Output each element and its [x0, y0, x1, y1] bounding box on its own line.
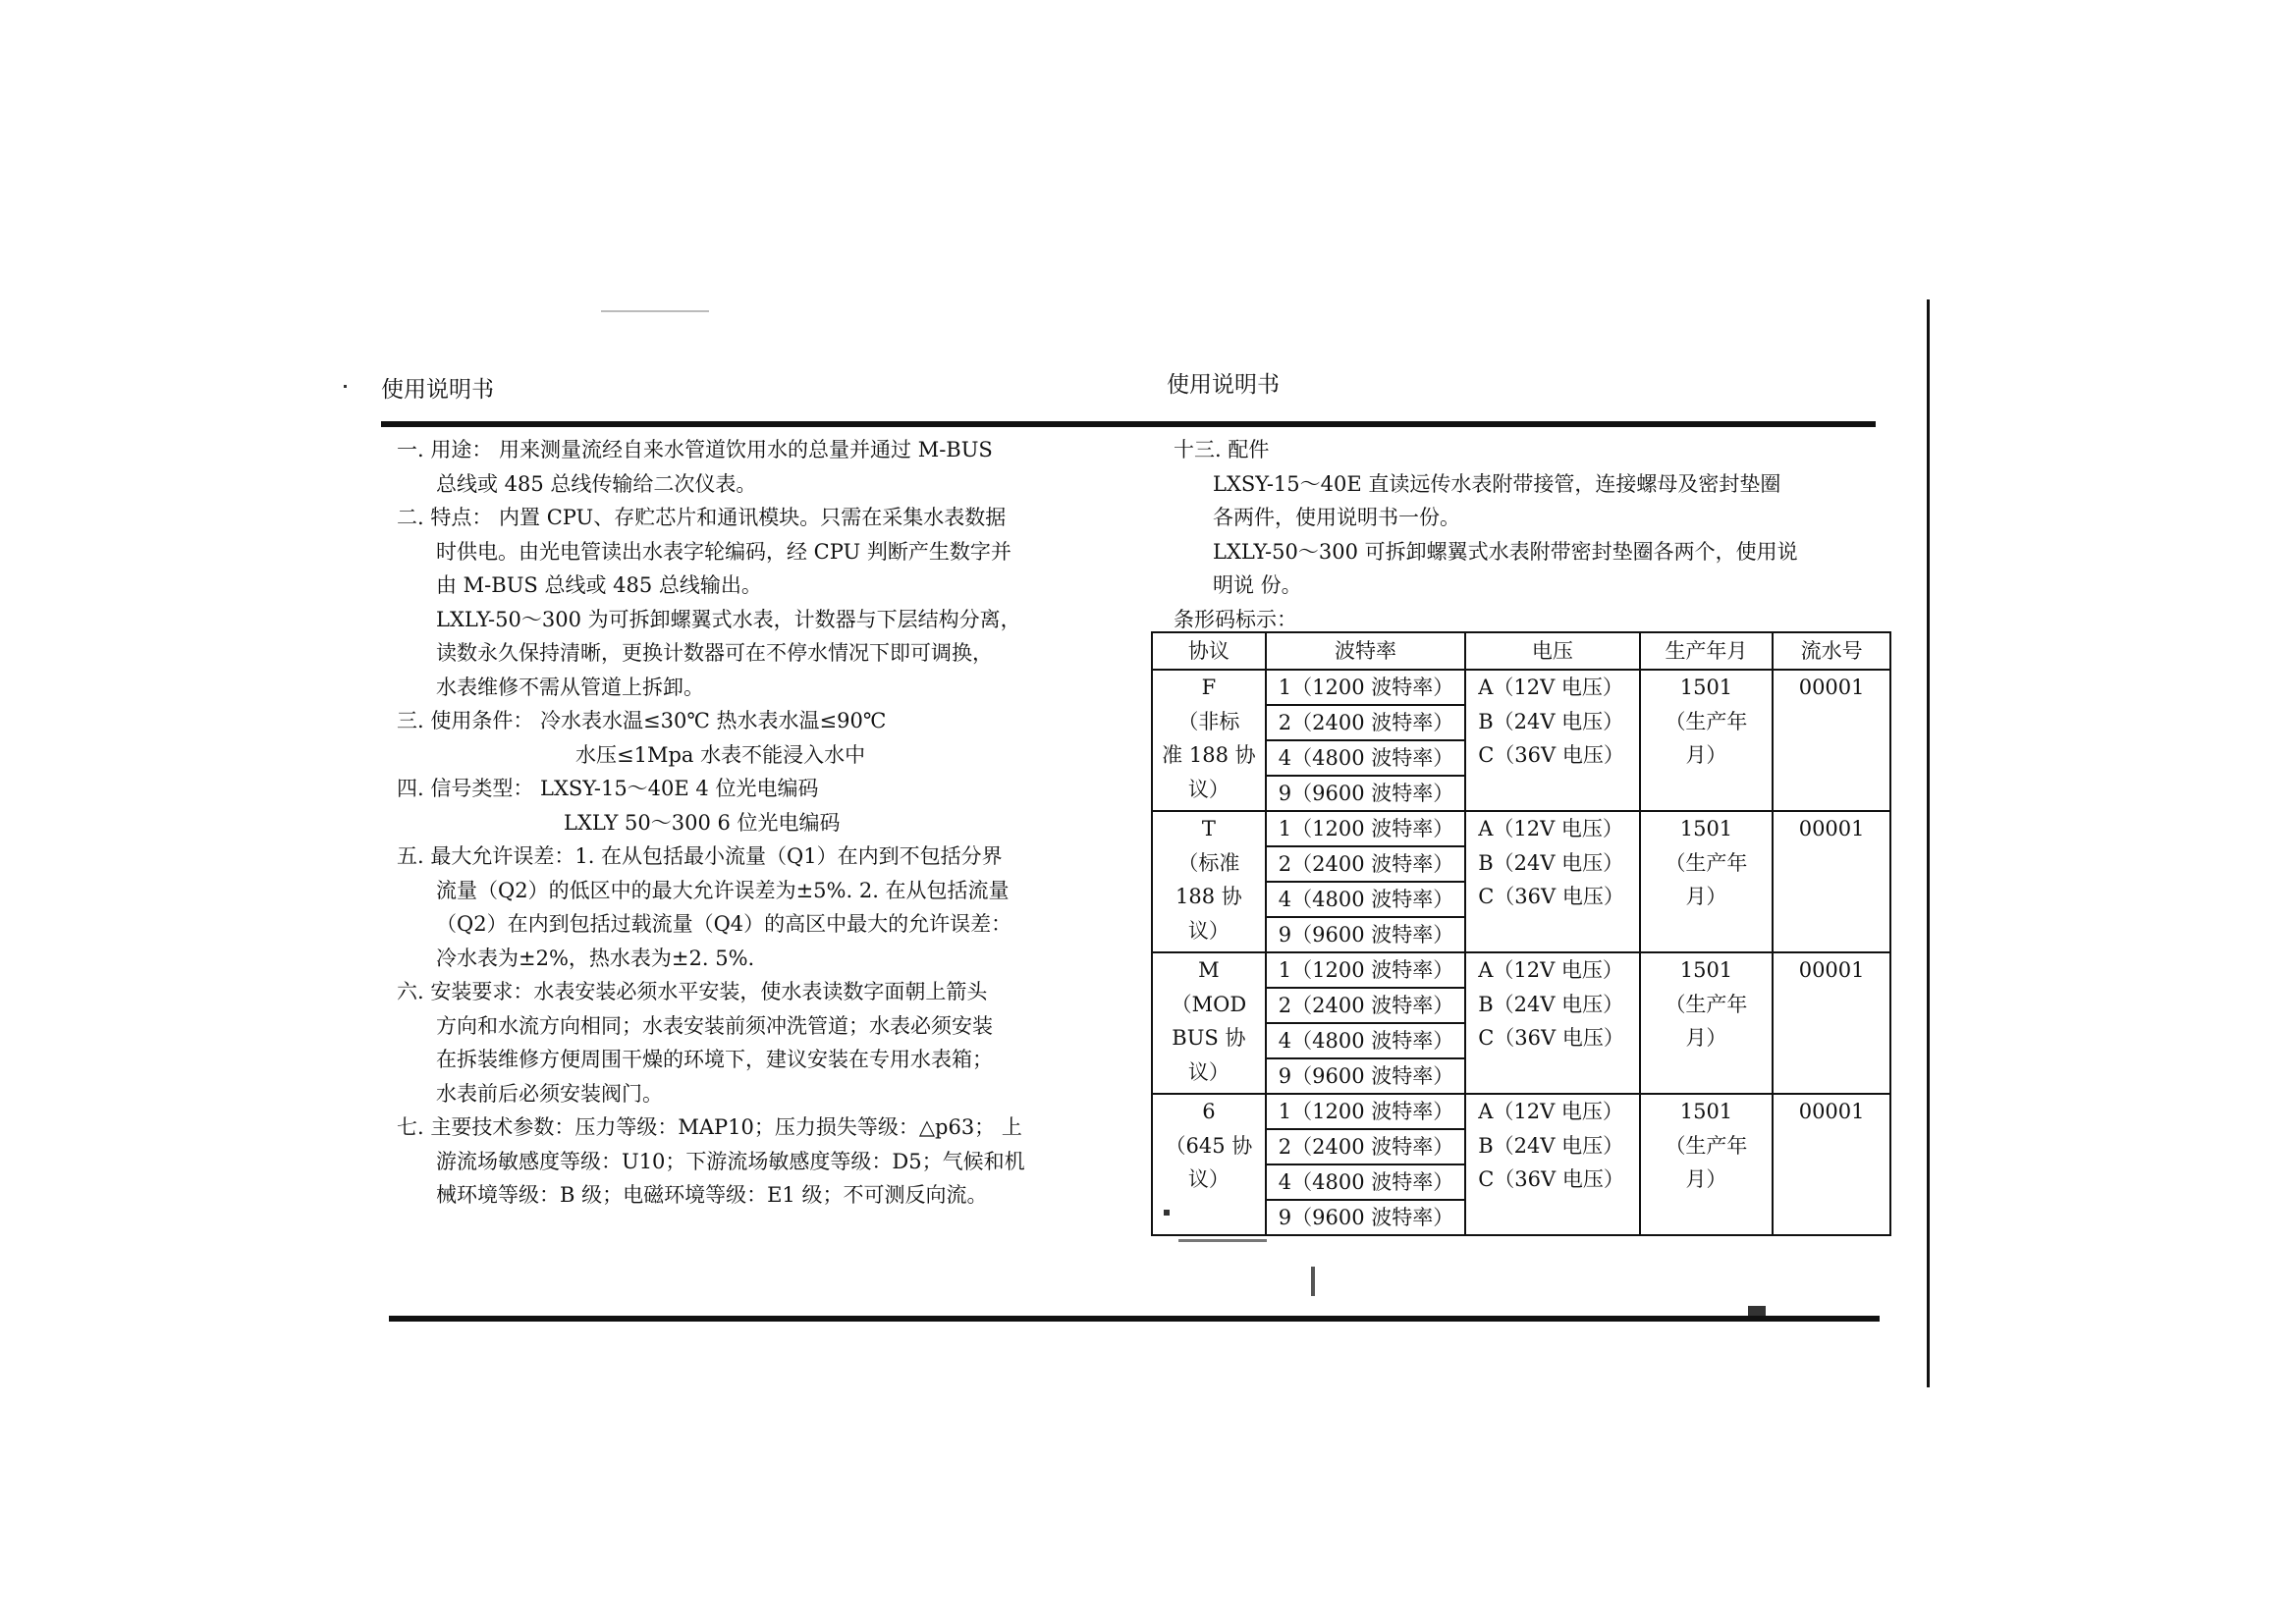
production-date-text: 1501: [1679, 676, 1733, 699]
production-date-text: 月）: [1685, 1167, 1727, 1191]
voltage-text: A（12V 电压）: [1478, 1100, 1623, 1123]
voltage-cell: [1465, 811, 1639, 952]
accessory-line: LXSY-15～40E 直读远传水表附带接管，连接螺母及密封垫圈: [1213, 471, 1781, 496]
protocol-text: BUS 协: [1172, 1026, 1246, 1050]
barcode-title: 条形码标示：: [1174, 607, 1297, 631]
protocol-text: M: [1198, 958, 1220, 982]
table-row: [1152, 1094, 1890, 1129]
accessory-line: 明说 份。: [1213, 573, 1302, 597]
body-line: 一. 用途： 用来测量流经自来水管道饮用水的总量并通过 M-BUS: [397, 438, 993, 461]
body-line: 四. 信号类型： LXSY-15～40E 4 位光电编码: [397, 777, 819, 800]
table-row: [1152, 952, 1890, 988]
protocol-text: F: [1201, 676, 1217, 699]
voltage-text: B（24V 电压）: [1478, 1133, 1624, 1158]
scan-dot: [344, 385, 347, 388]
left-column: [397, 433, 1025, 1213]
baud-rate-cell: 2（2400 波特率）: [1266, 705, 1465, 740]
serial-number-cell: [1773, 952, 1890, 1094]
body-line: 在拆装维修方便周围干燥的环境下，建议安装在专用水表箱；: [436, 1048, 993, 1071]
body-line: 水表前后必须安装阀门。: [436, 1081, 663, 1106]
baud-rate-cell: 2（2400 波特率）: [1266, 846, 1465, 882]
accessory-line: 各两件，使用说明书一份。: [1213, 506, 1460, 529]
voltage-text: B（24V 电压）: [1478, 992, 1624, 1016]
protocol-text: 议）: [1187, 918, 1229, 943]
production-date-text: 1501: [1679, 958, 1733, 982]
protocol-text: （MOD: [1171, 992, 1247, 1016]
production-date-text: （生产年: [1665, 992, 1748, 1016]
serial-number-text: 00001: [1798, 676, 1865, 699]
serial-number-cell: [1773, 811, 1890, 952]
production-date-text: （生产年: [1665, 850, 1748, 875]
voltage-cell: [1465, 952, 1639, 1094]
body-line: 时供电。由光电管读出水表字轮编码，经 CPU 判断产生数字并: [436, 539, 1011, 564]
baud-rate-cell: 9（9600 波特率）: [1266, 1058, 1465, 1094]
table-header-row: [1152, 632, 1890, 670]
protocol-text: 议）: [1187, 777, 1229, 801]
body-line: 械环境等级：B 级；电磁环境等级：E1 级；不可测反向流。: [436, 1183, 988, 1207]
header-production-date: 生产年月: [1640, 632, 1774, 670]
baud-rate-cell: 1（1200 波特率）: [1266, 670, 1465, 705]
production-date-text: （生产年: [1665, 1133, 1748, 1158]
baud-rate-cell: 4（4800 波特率）: [1266, 740, 1465, 776]
voltage-cell: [1465, 670, 1639, 811]
voltage-cell: [1465, 1094, 1639, 1235]
voltage-text: A（12V 电压）: [1478, 676, 1623, 699]
accessory-line: LXLY-50～300 可拆卸螺翼式水表附带密封垫圈各两个，使用说: [1213, 539, 1798, 564]
protocol-text: （标准: [1177, 850, 1240, 875]
protocol-text: 准 188 协: [1162, 743, 1256, 767]
header-voltage: 电压: [1465, 632, 1639, 670]
protocol-text: （645 协: [1165, 1133, 1253, 1158]
body-line: 流量（Q2）的低区中的最大允许误差为±5%. 2. 在从包括流量: [436, 878, 1010, 902]
protocol-text: 188 协: [1175, 885, 1242, 908]
header-protocol: 协议: [1152, 632, 1266, 670]
protocol-text: 议）: [1187, 1059, 1229, 1084]
production-date-text: 1501: [1679, 1100, 1733, 1123]
barcode-table: [1151, 631, 1891, 1236]
voltage-text: C（36V 电压）: [1478, 1026, 1624, 1050]
production-date-cell: [1640, 1094, 1774, 1235]
voltage-text: B（24V 电压）: [1478, 850, 1624, 875]
voltage-text: C（36V 电压）: [1478, 743, 1624, 767]
baud-rate-cell: 9（9600 波特率）: [1266, 917, 1465, 952]
voltage-text: C（36V 电压）: [1478, 1167, 1624, 1191]
body-line: 冷水表为±2%，热水表为±2. 5%.: [436, 946, 755, 970]
serial-number-cell: [1773, 670, 1890, 811]
body-line: 由 M-BUS 总线或 485 总线输出。: [436, 573, 762, 597]
production-date-text: （生产年: [1665, 709, 1748, 733]
body-line: 读数永久保持清晰，更换计数器可在不停水情况下即可调换，: [436, 641, 993, 665]
protocol-text: 议）: [1187, 1167, 1229, 1191]
bottom-rule: [389, 1316, 1880, 1322]
body-line: 七. 主要技术参数：压力等级：MAP10；压力损失等级：△p63； 上: [397, 1115, 1022, 1139]
baud-rate-cell: 2（2400 波特率）: [1266, 1129, 1465, 1164]
baud-rate-cell: 2（2400 波特率）: [1266, 988, 1465, 1023]
scan-mark: [1178, 1239, 1267, 1242]
baud-rate-cell: 4（4800 波特率）: [1266, 1164, 1465, 1200]
production-date-text: 月）: [1685, 743, 1727, 767]
body-line: 总线或 485 总线传输给二次仪表。: [436, 471, 757, 496]
production-date-cell: [1640, 952, 1774, 1094]
header-serial-number: 流水号: [1773, 632, 1890, 670]
section-title-accessories: 十三. 配件: [1174, 438, 1270, 461]
header-right: 使用说明书: [1167, 372, 1280, 398]
production-date-text: 月）: [1685, 885, 1727, 908]
baud-rate-cell: 4（4800 波特率）: [1266, 1023, 1465, 1058]
table-row: [1152, 811, 1890, 846]
protocol-cell: [1152, 952, 1266, 1094]
top-rule: [381, 421, 1876, 427]
baud-rate-cell: 1（1200 波特率）: [1266, 1094, 1465, 1129]
body-line: 方向和水流方向相同；水表安装前须冲洗管道；水表必须安装: [436, 1013, 993, 1038]
baud-rate-cell: 9（9600 波特率）: [1266, 776, 1465, 811]
serial-number-text: 00001: [1798, 817, 1865, 840]
scan-mark: [1311, 1267, 1315, 1296]
production-date-text: 1501: [1679, 817, 1733, 840]
body-line: 六. 安装要求：水表安装必须水平安装，使水表读数字面朝上箭头: [397, 980, 988, 1003]
protocol-cell: [1152, 1094, 1266, 1235]
protocol-text: 6: [1202, 1100, 1216, 1123]
baud-rate-cell: 9（9600 波特率）: [1266, 1200, 1465, 1235]
baud-rate-cell: 1（1200 波特率）: [1266, 811, 1465, 846]
right-edge-line: [1927, 299, 1930, 1387]
voltage-text: A（12V 电压）: [1478, 817, 1623, 840]
baud-rate-cell: 1（1200 波特率）: [1266, 952, 1465, 988]
table-row: [1152, 670, 1890, 705]
header-baud-rate: 波特率: [1266, 632, 1465, 670]
serial-number-text: 00001: [1798, 958, 1865, 982]
production-date-cell: [1640, 811, 1774, 952]
protocol-cell: [1152, 670, 1266, 811]
baud-rate-cell: 4（4800 波特率）: [1266, 882, 1465, 917]
serial-number-text: 00001: [1798, 1100, 1865, 1123]
body-line: 水表维修不需从管道上拆卸。: [436, 675, 704, 699]
body-line: LXLY-50～300 为可拆卸螺翼式水表，计数器与下层结构分离，: [436, 607, 1021, 631]
scan-dot: [1748, 1306, 1766, 1316]
body-line: 游流场敏感度等级：U10；下游流场敏感度等级：D5；气候和机: [436, 1149, 1025, 1173]
serial-number-cell: [1773, 1094, 1890, 1235]
body-line: LXLY 50～300 6 位光电编码: [564, 810, 841, 835]
body-line: 水压≤1Mpa 水表不能浸入水中: [575, 742, 866, 767]
voltage-text: A（12V 电压）: [1478, 958, 1623, 982]
production-date-text: 月）: [1685, 1026, 1727, 1050]
header-left: 使用说明书: [381, 377, 494, 403]
protocol-text: （非标: [1177, 709, 1240, 733]
protocol-cell: [1152, 811, 1266, 952]
protocol-text: T: [1201, 817, 1216, 840]
production-date-cell: [1640, 670, 1774, 811]
right-column: [1174, 433, 1798, 636]
body-line: 二. 特点： 内置 CPU、存贮芯片和通讯模块。只需在采集水表数据: [397, 506, 1007, 529]
body-line: 三. 使用条件： 冷水表水温≤30℃ 热水表水温≤90℃: [397, 709, 887, 732]
voltage-text: C（36V 电压）: [1478, 885, 1624, 908]
scan-mark: [601, 310, 709, 312]
voltage-text: B（24V 电压）: [1478, 709, 1624, 733]
body-line: （Q2）在内到包括过载流量（Q4）的高区中最大的允许误差：: [436, 912, 1012, 936]
body-line: 五. 最大允许误差：1. 在从包括最小流量（Q1）在内到不包括分界: [397, 844, 1003, 868]
